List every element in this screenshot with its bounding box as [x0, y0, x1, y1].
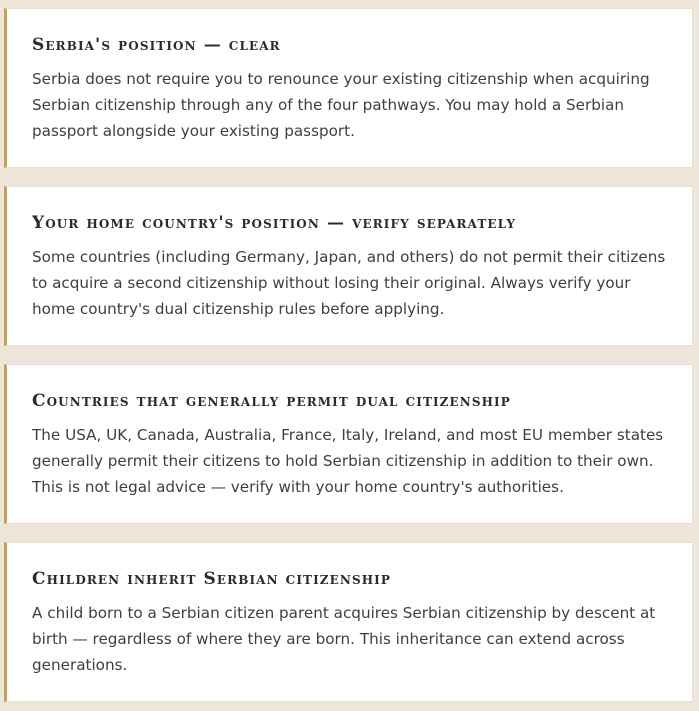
info-card-home-country-position: [4, 186, 693, 346]
card-title: Your home country's position — verify separately: [32, 213, 517, 233]
info-card-permitting-countries: [4, 364, 693, 524]
info-card-serbia-position: [4, 8, 693, 168]
card-body: Serbia does not require you to renounce your existing citizenship when acquiring Serbian citizenship through any of the four pathways. You may hold a Serbian passport alongside your existing passport.: [32, 70, 650, 140]
card-body: Some countries (including Germany, Japan, and others) do not permit their citizens to acquire a second citizenship without losing their original. Always verify your home country's dual citizenship rules before applying.: [32, 248, 666, 318]
card-body: The USA, UK, Canada, Australia, France, Italy, Ireland, and most EU member states generally permit their citizens to hold Serbian citizenship in addition to their own. This is not legal advice — verify with your home country's authorities.: [32, 426, 664, 496]
card-title: Children inherit Serbian citizenship: [32, 569, 392, 589]
info-card-children-inherit: [4, 542, 693, 702]
card-title: Countries that generally permit dual citizenship: [32, 391, 511, 411]
card-body: A child born to a Serbian citizen parent acquires Serbian citizenship by descent at birth — regardless of where they are born. This inheritance can extend across generations.: [32, 604, 656, 674]
card-title: Serbia's position — clear: [32, 35, 281, 55]
